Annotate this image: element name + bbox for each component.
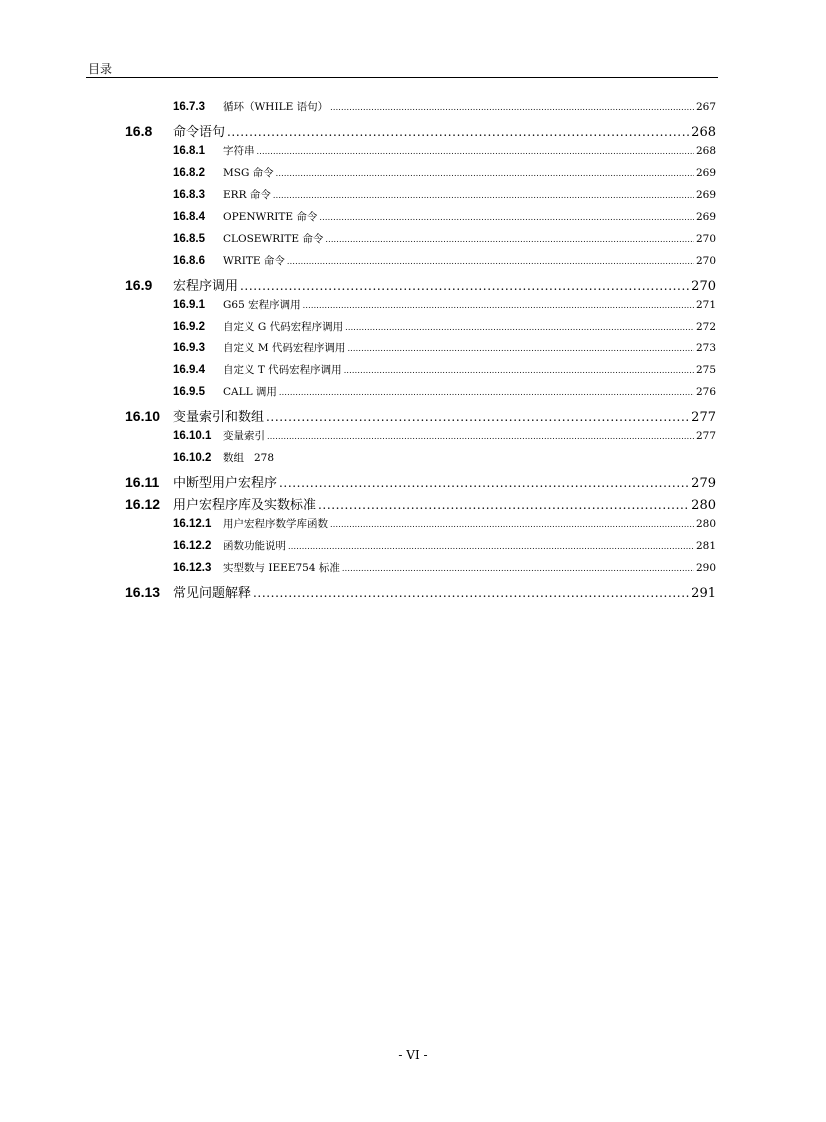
toc-entry-page: 270 bbox=[691, 278, 716, 294]
toc-entry[interactable] bbox=[0, 362, 716, 377]
toc-leader-dots bbox=[330, 520, 694, 529]
toc-entry-page: 277 bbox=[695, 430, 716, 443]
toc-entry[interactable] bbox=[0, 99, 716, 114]
toc-entry-page: 290 bbox=[695, 561, 716, 574]
toc-leader-dots bbox=[279, 476, 689, 490]
toc-entry-title: 命令语句 bbox=[173, 124, 226, 140]
header-title: 目录 bbox=[88, 62, 113, 76]
toc-entry[interactable] bbox=[0, 143, 716, 158]
toc-entry[interactable] bbox=[0, 406, 716, 425]
toc-entry-title: 中断型用户宏程序 bbox=[173, 476, 278, 492]
toc-leader-dots bbox=[319, 213, 694, 222]
toc-entry-page: 268 bbox=[695, 144, 716, 157]
toc-entry-title: 用户宏程序数学库函数 bbox=[223, 518, 328, 531]
toc-entry[interactable] bbox=[0, 187, 716, 202]
toc-entry-title: 宏程序调用 bbox=[173, 278, 239, 294]
page-number: - VI - bbox=[398, 1048, 428, 1062]
toc-entry[interactable] bbox=[0, 319, 716, 334]
toc-entry[interactable] bbox=[0, 560, 716, 575]
toc-entry[interactable] bbox=[0, 209, 716, 224]
toc-entry-page: 271 bbox=[695, 298, 716, 311]
toc-leader-dots bbox=[344, 366, 694, 375]
toc-entry-number: 16.12 bbox=[125, 496, 161, 513]
toc-leader-dots bbox=[345, 323, 694, 332]
toc-entry-title: 实型数与 IEEE754 标准 bbox=[223, 561, 340, 574]
toc-entry-number: 16.10.1 bbox=[173, 430, 212, 443]
toc-entry-page: 277 bbox=[691, 410, 716, 426]
toc-entry-title: 数组 bbox=[223, 452, 244, 465]
toc-entry[interactable] bbox=[0, 297, 716, 312]
toc-entry[interactable] bbox=[0, 231, 716, 246]
toc-entry-title: MSG 命令 bbox=[223, 166, 274, 179]
toc-entry[interactable] bbox=[0, 428, 716, 443]
toc-entry[interactable] bbox=[0, 582, 716, 601]
toc-entry[interactable] bbox=[0, 516, 716, 531]
toc-leader-dots bbox=[227, 125, 689, 139]
header-rule bbox=[86, 77, 718, 78]
toc-leader-dots bbox=[253, 586, 689, 600]
toc-entry-title: 自定义 T 代码宏程序调用 bbox=[223, 364, 342, 377]
toc-entry-page: 280 bbox=[695, 518, 716, 531]
toc-entry-page: 281 bbox=[695, 540, 716, 552]
toc-entry-number: 16.7.3 bbox=[173, 101, 205, 113]
toc-entry-page: 291 bbox=[691, 585, 716, 601]
toc-leader-dots bbox=[276, 169, 694, 178]
toc-entry-page: 276 bbox=[695, 386, 716, 399]
toc-entry-title: 常见问题解释 bbox=[173, 585, 252, 601]
toc-leader-dots bbox=[266, 410, 689, 424]
toc-entry-title: 字符串 bbox=[223, 144, 255, 157]
toc-entry-number: 16.9.3 bbox=[173, 342, 205, 355]
toc-entry-title: 变量索引 bbox=[223, 430, 265, 443]
toc-leader-dots bbox=[330, 103, 694, 112]
toc-entry-title: 变量索引和数组 bbox=[173, 410, 265, 426]
toc-entry-page: 279 bbox=[691, 476, 716, 492]
toc-entry-number: 16.8.6 bbox=[173, 254, 205, 267]
toc-entry-page: 269 bbox=[695, 166, 716, 179]
toc-entry-number: 16.8.5 bbox=[173, 232, 205, 245]
toc-entry[interactable] bbox=[0, 253, 716, 268]
toc-entry-number: 16.10 bbox=[125, 408, 161, 425]
toc-entry-number: 16.12.3 bbox=[173, 561, 212, 574]
toc-entry-page: 270 bbox=[695, 254, 716, 267]
toc-entry-number: 16.9.2 bbox=[173, 320, 205, 333]
toc-entry-number: 16.10.2 bbox=[173, 452, 212, 465]
toc-entry[interactable] bbox=[0, 165, 716, 180]
toc-entry-page: 268 bbox=[691, 124, 716, 140]
toc-entry[interactable] bbox=[0, 384, 716, 399]
toc-entry-page: 269 bbox=[695, 188, 716, 201]
toc-entry-number: 16.8.3 bbox=[173, 188, 205, 201]
toc-entry-title: 用户宏程序库及实数标准 bbox=[173, 498, 317, 514]
toc-entry-title: 函数功能说明 bbox=[223, 540, 286, 552]
toc-entry-title: 自定义 G 代码宏程序调用 bbox=[223, 320, 344, 333]
toc-entry-number: 16.9 bbox=[125, 276, 153, 293]
toc-entry-title: CALL 调用 bbox=[223, 386, 277, 399]
toc-leader-dots bbox=[267, 432, 694, 441]
toc-entry-page: 270 bbox=[695, 232, 716, 245]
toc-entry-page: 272 bbox=[695, 320, 716, 333]
toc-entry-title: 自定义 M 代码宏程序调用 bbox=[223, 342, 346, 355]
toc-entry-number: 16.13 bbox=[125, 583, 161, 600]
toc-leader-dots bbox=[287, 257, 694, 266]
toc-entry-page: 278 bbox=[254, 452, 275, 465]
toc-entry-title: OPENWRITE 命令 bbox=[223, 210, 318, 223]
toc-entry[interactable] bbox=[0, 340, 716, 355]
toc-entry[interactable] bbox=[0, 450, 716, 465]
toc-entry-page: 273 bbox=[695, 342, 716, 355]
toc-entry-page: 267 bbox=[695, 101, 716, 113]
toc-leader-dots bbox=[279, 388, 694, 397]
toc-entry-number: 16.9.4 bbox=[173, 364, 205, 377]
toc-entry-number: 16.9.5 bbox=[173, 386, 205, 399]
toc-entry-number: 16.8.4 bbox=[173, 210, 205, 223]
toc-leader-dots bbox=[273, 191, 694, 200]
toc-entry-title: WRITE 命令 bbox=[223, 254, 285, 267]
toc-entry-page: 269 bbox=[695, 210, 716, 223]
toc-leader-dots bbox=[240, 279, 689, 293]
toc-entry-number: 16.9.1 bbox=[173, 298, 205, 311]
toc-entry[interactable] bbox=[0, 538, 716, 553]
toc-leader-dots bbox=[342, 564, 694, 573]
toc-leader-dots bbox=[257, 147, 694, 156]
toc-entry-title: CLOSEWRITE 命令 bbox=[223, 232, 324, 245]
toc-entry-title: ERR 命令 bbox=[223, 188, 271, 201]
toc-entry-number: 16.8.2 bbox=[173, 166, 205, 179]
toc-entry-number: 16.12.2 bbox=[173, 540, 212, 552]
toc-leader-dots bbox=[288, 542, 694, 551]
toc-entry[interactable] bbox=[0, 275, 716, 294]
toc-entry[interactable] bbox=[0, 472, 716, 491]
toc-entry-page: 275 bbox=[695, 364, 716, 377]
toc-entry[interactable] bbox=[0, 494, 716, 513]
toc-entry-title: G65 宏程序调用 bbox=[223, 298, 301, 311]
toc-entry-number: 16.8 bbox=[125, 122, 153, 139]
toc-leader-dots bbox=[325, 235, 694, 244]
toc-entry-number: 16.11 bbox=[125, 474, 160, 491]
toc-leader-dots bbox=[303, 301, 694, 310]
toc-leader-dots bbox=[318, 498, 689, 512]
toc-leader-dots bbox=[347, 344, 694, 353]
toc-entry-title: 循环（WHILE 语句） bbox=[223, 101, 329, 113]
toc-entry-number: 16.12.1 bbox=[173, 518, 212, 531]
toc-entry[interactable] bbox=[0, 121, 716, 140]
toc-entry-number: 16.8.1 bbox=[173, 144, 205, 157]
toc-entry-page: 280 bbox=[691, 498, 716, 514]
